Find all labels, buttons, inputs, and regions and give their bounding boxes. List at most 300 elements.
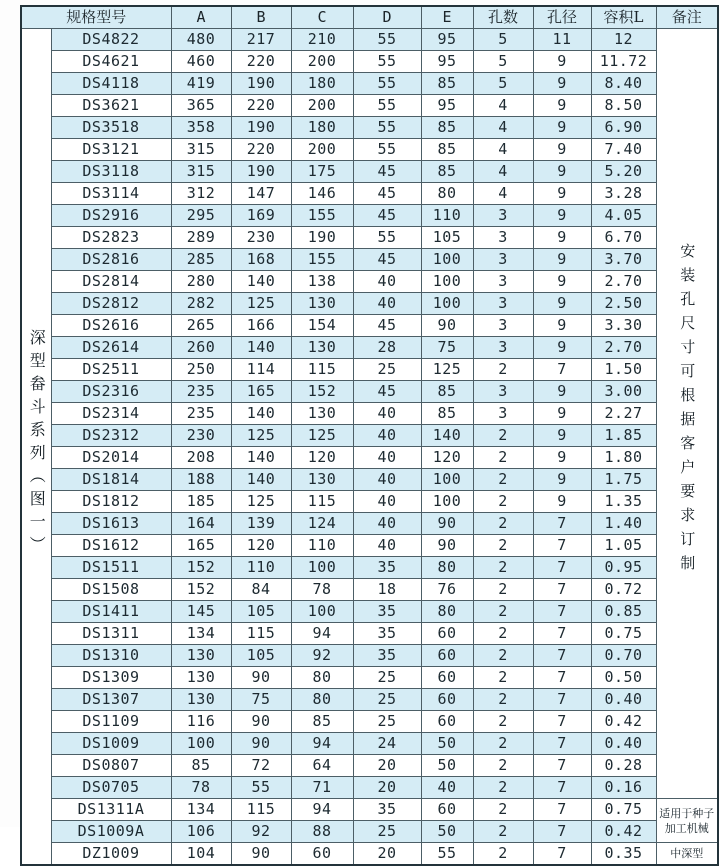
table-row	[21, 117, 718, 139]
table-row	[21, 139, 718, 161]
table-row	[21, 733, 718, 755]
value-a-cell: 208	[171, 447, 231, 469]
remark-mid-deep-cell: 中深型	[656, 843, 718, 866]
model-cell: DS1814	[51, 469, 171, 491]
value-b-cell: 105	[231, 645, 291, 667]
table-row	[21, 491, 718, 513]
table-row	[21, 557, 718, 579]
remark-main-label: 安装孔尺寸可根据客户要求订制	[678, 243, 697, 579]
value-a-cell: 130	[171, 689, 231, 711]
volume-cell: 1.40	[591, 513, 656, 535]
value-d-cell: 45	[353, 249, 421, 271]
hole-count-cell: 2	[473, 535, 533, 557]
value-c-cell: 138	[291, 271, 353, 293]
hole-count-cell: 2	[473, 513, 533, 535]
value-e-cell: 95	[421, 29, 473, 51]
table-row	[21, 227, 718, 249]
hole-diameter-cell: 9	[533, 403, 591, 425]
table-row	[21, 337, 718, 359]
table-row	[21, 579, 718, 601]
remark-seed-line2: 加工机械	[664, 821, 709, 835]
hole-count-cell: 3	[473, 249, 533, 271]
value-e-cell: 76	[421, 579, 473, 601]
value-b-cell: 90	[231, 733, 291, 755]
value-e-cell: 85	[421, 161, 473, 183]
value-a-cell: 285	[171, 249, 231, 271]
value-a-cell: 85	[171, 755, 231, 777]
model-cell: DS1311	[51, 623, 171, 645]
value-c-cell: 130	[291, 293, 353, 315]
hole-diameter-cell: 7	[533, 821, 591, 843]
table-row	[21, 777, 718, 799]
value-d-cell: 25	[353, 359, 421, 381]
value-d-cell: 20	[353, 777, 421, 799]
value-e-cell: 60	[421, 711, 473, 733]
value-c-cell: 80	[291, 689, 353, 711]
hole-count-cell: 5	[473, 29, 533, 51]
volume-cell: 0.75	[591, 799, 656, 821]
hole-diameter-cell: 9	[533, 161, 591, 183]
value-d-cell: 55	[353, 51, 421, 73]
hole-count-cell: 4	[473, 183, 533, 205]
table-row	[21, 799, 718, 821]
model-cell: DS2312	[51, 425, 171, 447]
hole-diameter-cell: 9	[533, 491, 591, 513]
value-b-cell: 140	[231, 469, 291, 491]
volume-cell: 0.85	[591, 601, 656, 623]
hole-diameter-cell: 7	[533, 843, 591, 866]
table-row	[21, 381, 718, 403]
volume-cell: 2.70	[591, 337, 656, 359]
value-e-cell: 120	[421, 447, 473, 469]
value-d-cell: 35	[353, 623, 421, 645]
hole-count-cell: 2	[473, 777, 533, 799]
value-a-cell: 100	[171, 733, 231, 755]
model-cell: DZ1009	[51, 843, 171, 866]
hole-count-cell: 4	[473, 95, 533, 117]
value-e-cell: 60	[421, 623, 473, 645]
value-b-cell: 115	[231, 623, 291, 645]
volume-cell: 0.70	[591, 645, 656, 667]
value-d-cell: 24	[353, 733, 421, 755]
value-d-cell: 20	[353, 755, 421, 777]
hole-count-cell: 2	[473, 821, 533, 843]
series-label: 深型畚斗系列（图一）	[27, 329, 47, 559]
volume-cell: 3.28	[591, 183, 656, 205]
value-b-cell: 125	[231, 293, 291, 315]
value-d-cell: 55	[353, 227, 421, 249]
hole-count-cell: 2	[473, 689, 533, 711]
table-row	[21, 205, 718, 227]
value-c-cell: 125	[291, 425, 353, 447]
hole-diameter-cell: 9	[533, 469, 591, 491]
value-a-cell: 152	[171, 579, 231, 601]
value-c-cell: 64	[291, 755, 353, 777]
model-cell: DS2316	[51, 381, 171, 403]
hole-count-cell: 2	[473, 557, 533, 579]
hole-diameter-cell: 7	[533, 557, 591, 579]
value-a-cell: 152	[171, 557, 231, 579]
volume-cell: 1.75	[591, 469, 656, 491]
model-cell: DS2816	[51, 249, 171, 271]
spec-table-body	[21, 29, 718, 866]
col-header-volume: 容积L	[591, 6, 656, 29]
hole-count-cell: 2	[473, 579, 533, 601]
model-cell: DS1511	[51, 557, 171, 579]
hole-diameter-cell: 9	[533, 425, 591, 447]
hole-count-cell: 2	[473, 667, 533, 689]
value-c-cell: 88	[291, 821, 353, 843]
value-a-cell: 260	[171, 337, 231, 359]
value-a-cell: 282	[171, 293, 231, 315]
value-d-cell: 25	[353, 689, 421, 711]
volume-cell: 0.75	[591, 623, 656, 645]
value-e-cell: 80	[421, 601, 473, 623]
hole-diameter-cell: 9	[533, 293, 591, 315]
value-c-cell: 180	[291, 117, 353, 139]
value-d-cell: 40	[353, 293, 421, 315]
hole-diameter-cell: 7	[533, 601, 591, 623]
table-row	[21, 645, 718, 667]
volume-cell: 1.05	[591, 535, 656, 557]
value-a-cell: 358	[171, 117, 231, 139]
hole-count-cell: 2	[473, 755, 533, 777]
value-d-cell: 45	[353, 315, 421, 337]
volume-cell: 2.50	[591, 293, 656, 315]
model-cell: DS0705	[51, 777, 171, 799]
value-c-cell: 210	[291, 29, 353, 51]
value-e-cell: 100	[421, 271, 473, 293]
value-c-cell: 175	[291, 161, 353, 183]
remark-main-cell	[656, 29, 718, 799]
value-b-cell: 90	[231, 667, 291, 689]
hole-diameter-cell: 9	[533, 271, 591, 293]
value-a-cell: 185	[171, 491, 231, 513]
volume-cell: 12	[591, 29, 656, 51]
value-e-cell: 90	[421, 535, 473, 557]
hole-count-cell: 4	[473, 117, 533, 139]
value-c-cell: 100	[291, 601, 353, 623]
volume-cell: 6.70	[591, 227, 656, 249]
hole-count-cell: 5	[473, 73, 533, 95]
value-d-cell: 55	[353, 95, 421, 117]
value-d-cell: 45	[353, 183, 421, 205]
volume-cell: 0.35	[591, 843, 656, 866]
value-e-cell: 125	[421, 359, 473, 381]
model-cell: DS4621	[51, 51, 171, 73]
value-e-cell: 75	[421, 337, 473, 359]
model-cell: DS3121	[51, 139, 171, 161]
value-c-cell: 78	[291, 579, 353, 601]
value-b-cell: 220	[231, 139, 291, 161]
value-e-cell: 55	[421, 843, 473, 866]
model-cell: DS2614	[51, 337, 171, 359]
remark-seed-line1: 适用于种子	[659, 806, 715, 820]
value-d-cell: 40	[353, 447, 421, 469]
value-c-cell: 130	[291, 403, 353, 425]
value-b-cell: 166	[231, 315, 291, 337]
col-header-b: B	[231, 6, 291, 29]
value-e-cell: 100	[421, 249, 473, 271]
hole-count-cell: 3	[473, 337, 533, 359]
hole-count-cell: 2	[473, 733, 533, 755]
hole-diameter-cell: 7	[533, 799, 591, 821]
hole-diameter-cell: 11	[533, 29, 591, 51]
value-a-cell: 130	[171, 645, 231, 667]
value-a-cell: 164	[171, 513, 231, 535]
value-a-cell: 188	[171, 469, 231, 491]
value-a-cell: 280	[171, 271, 231, 293]
hole-count-cell: 3	[473, 315, 533, 337]
value-b-cell: 90	[231, 711, 291, 733]
value-c-cell: 124	[291, 513, 353, 535]
value-b-cell: 125	[231, 491, 291, 513]
volume-cell: 1.85	[591, 425, 656, 447]
volume-cell: 0.72	[591, 579, 656, 601]
value-d-cell: 40	[353, 491, 421, 513]
value-e-cell: 85	[421, 117, 473, 139]
volume-cell: 2.27	[591, 403, 656, 425]
value-e-cell: 100	[421, 293, 473, 315]
value-b-cell: 105	[231, 601, 291, 623]
model-cell: DS1411	[51, 601, 171, 623]
value-b-cell: 190	[231, 73, 291, 95]
volume-cell: 0.95	[591, 557, 656, 579]
model-cell: DS4822	[51, 29, 171, 51]
model-cell: DS3118	[51, 161, 171, 183]
value-d-cell: 55	[353, 29, 421, 51]
value-c-cell: 110	[291, 535, 353, 557]
value-b-cell: 140	[231, 403, 291, 425]
value-a-cell: 235	[171, 381, 231, 403]
value-c-cell: 94	[291, 733, 353, 755]
table-row	[21, 51, 718, 73]
value-e-cell: 100	[421, 469, 473, 491]
col-header-c: C	[291, 6, 353, 29]
value-b-cell: 140	[231, 447, 291, 469]
value-c-cell: 200	[291, 95, 353, 117]
value-d-cell: 40	[353, 425, 421, 447]
table-row	[21, 29, 718, 51]
table-row	[21, 425, 718, 447]
hole-count-cell: 2	[473, 601, 533, 623]
value-a-cell: 460	[171, 51, 231, 73]
hole-count-cell: 2	[473, 711, 533, 733]
value-c-cell: 85	[291, 711, 353, 733]
model-cell: DS2916	[51, 205, 171, 227]
value-a-cell: 116	[171, 711, 231, 733]
value-d-cell: 40	[353, 469, 421, 491]
value-b-cell: 125	[231, 425, 291, 447]
value-a-cell: 365	[171, 95, 231, 117]
table-row	[21, 469, 718, 491]
value-c-cell: 94	[291, 623, 353, 645]
volume-cell: 8.40	[591, 73, 656, 95]
value-d-cell: 35	[353, 645, 421, 667]
value-a-cell: 130	[171, 667, 231, 689]
value-d-cell: 55	[353, 117, 421, 139]
value-d-cell: 20	[353, 843, 421, 866]
volume-cell: 7.40	[591, 139, 656, 161]
value-a-cell: 230	[171, 425, 231, 447]
value-b-cell: 140	[231, 271, 291, 293]
value-e-cell: 60	[421, 645, 473, 667]
value-e-cell: 95	[421, 51, 473, 73]
value-c-cell: 80	[291, 667, 353, 689]
value-a-cell: 134	[171, 799, 231, 821]
hole-count-cell: 3	[473, 227, 533, 249]
model-cell: DS1812	[51, 491, 171, 513]
value-c-cell: 115	[291, 359, 353, 381]
hole-count-cell: 3	[473, 293, 533, 315]
value-e-cell: 80	[421, 557, 473, 579]
col-header-remarks: 备注	[656, 6, 718, 29]
value-a-cell: 295	[171, 205, 231, 227]
value-b-cell: 165	[231, 381, 291, 403]
remark-seed-cell	[656, 799, 718, 843]
value-b-cell: 110	[231, 557, 291, 579]
table-row	[21, 161, 718, 183]
table-row	[21, 535, 718, 557]
hole-diameter-cell: 7	[533, 579, 591, 601]
value-d-cell: 35	[353, 557, 421, 579]
table-row	[21, 73, 718, 95]
model-cell: DS1508	[51, 579, 171, 601]
hole-count-cell: 3	[473, 403, 533, 425]
value-e-cell: 60	[421, 667, 473, 689]
value-d-cell: 25	[353, 667, 421, 689]
hole-diameter-cell: 7	[533, 689, 591, 711]
hole-count-cell: 4	[473, 161, 533, 183]
hole-diameter-cell: 7	[533, 623, 591, 645]
value-d-cell: 40	[353, 271, 421, 293]
value-d-cell: 55	[353, 139, 421, 161]
model-cell: DS2814	[51, 271, 171, 293]
value-b-cell: 217	[231, 29, 291, 51]
hole-diameter-cell: 9	[533, 227, 591, 249]
volume-cell: 3.30	[591, 315, 656, 337]
volume-cell: 8.50	[591, 95, 656, 117]
value-a-cell: 165	[171, 535, 231, 557]
hole-count-cell: 2	[473, 447, 533, 469]
value-a-cell: 250	[171, 359, 231, 381]
hole-diameter-cell: 9	[533, 381, 591, 403]
table-row	[21, 755, 718, 777]
model-cell: DS1009	[51, 733, 171, 755]
hole-count-cell: 2	[473, 623, 533, 645]
value-b-cell: 230	[231, 227, 291, 249]
hole-diameter-cell: 7	[533, 755, 591, 777]
value-b-cell: 90	[231, 843, 291, 866]
hole-diameter-cell: 7	[533, 711, 591, 733]
value-a-cell: 145	[171, 601, 231, 623]
volume-cell: 0.40	[591, 733, 656, 755]
table-row	[21, 359, 718, 381]
hole-count-cell: 2	[473, 799, 533, 821]
value-e-cell: 85	[421, 73, 473, 95]
hole-diameter-cell: 9	[533, 139, 591, 161]
value-b-cell: 75	[231, 689, 291, 711]
value-e-cell: 90	[421, 513, 473, 535]
col-header-spec-model: 规格型号	[21, 6, 171, 29]
value-a-cell: 419	[171, 73, 231, 95]
value-b-cell: 55	[231, 777, 291, 799]
value-e-cell: 95	[421, 95, 473, 117]
hole-count-cell: 2	[473, 645, 533, 667]
value-c-cell: 115	[291, 491, 353, 513]
model-cell: DS3518	[51, 117, 171, 139]
model-cell: DS2616	[51, 315, 171, 337]
value-a-cell: 480	[171, 29, 231, 51]
table-row	[21, 623, 718, 645]
value-e-cell: 85	[421, 139, 473, 161]
table-row	[21, 183, 718, 205]
hole-diameter-cell: 7	[533, 645, 591, 667]
hole-count-cell: 3	[473, 271, 533, 293]
value-e-cell: 85	[421, 381, 473, 403]
value-c-cell: 94	[291, 799, 353, 821]
volume-cell: 0.42	[591, 821, 656, 843]
value-a-cell: 106	[171, 821, 231, 843]
model-cell: DS0807	[51, 755, 171, 777]
volume-cell: 0.40	[591, 689, 656, 711]
value-d-cell: 28	[353, 337, 421, 359]
volume-cell: 0.16	[591, 777, 656, 799]
value-c-cell: 100	[291, 557, 353, 579]
hole-diameter-cell: 9	[533, 205, 591, 227]
volume-cell: 0.42	[591, 711, 656, 733]
hole-diameter-cell: 7	[533, 359, 591, 381]
value-b-cell: 115	[231, 799, 291, 821]
value-b-cell: 139	[231, 513, 291, 535]
value-d-cell: 45	[353, 161, 421, 183]
hole-count-cell: 3	[473, 205, 533, 227]
hole-count-cell: 2	[473, 491, 533, 513]
hole-diameter-cell: 7	[533, 733, 591, 755]
value-e-cell: 85	[421, 403, 473, 425]
hole-diameter-cell: 7	[533, 667, 591, 689]
volume-cell: 1.50	[591, 359, 656, 381]
table-row	[21, 601, 718, 623]
model-cell: DS2014	[51, 447, 171, 469]
table-row	[21, 249, 718, 271]
model-cell: DS2823	[51, 227, 171, 249]
value-c-cell: 190	[291, 227, 353, 249]
table-row	[21, 711, 718, 733]
table-row	[21, 403, 718, 425]
hole-count-cell: 5	[473, 51, 533, 73]
hole-diameter-cell: 9	[533, 95, 591, 117]
value-d-cell: 40	[353, 535, 421, 557]
value-d-cell: 18	[353, 579, 421, 601]
value-b-cell: 190	[231, 161, 291, 183]
value-d-cell: 45	[353, 205, 421, 227]
hole-diameter-cell: 9	[533, 73, 591, 95]
model-cell: DS1309	[51, 667, 171, 689]
volume-cell: 0.28	[591, 755, 656, 777]
volume-cell: 1.35	[591, 491, 656, 513]
model-cell: DS3114	[51, 183, 171, 205]
volume-cell: 1.80	[591, 447, 656, 469]
volume-cell: 3.00	[591, 381, 656, 403]
volume-cell: 6.90	[591, 117, 656, 139]
value-d-cell: 25	[353, 821, 421, 843]
value-a-cell: 78	[171, 777, 231, 799]
volume-cell: 3.70	[591, 249, 656, 271]
value-c-cell: 120	[291, 447, 353, 469]
value-a-cell: 312	[171, 183, 231, 205]
col-header-d: D	[353, 6, 421, 29]
